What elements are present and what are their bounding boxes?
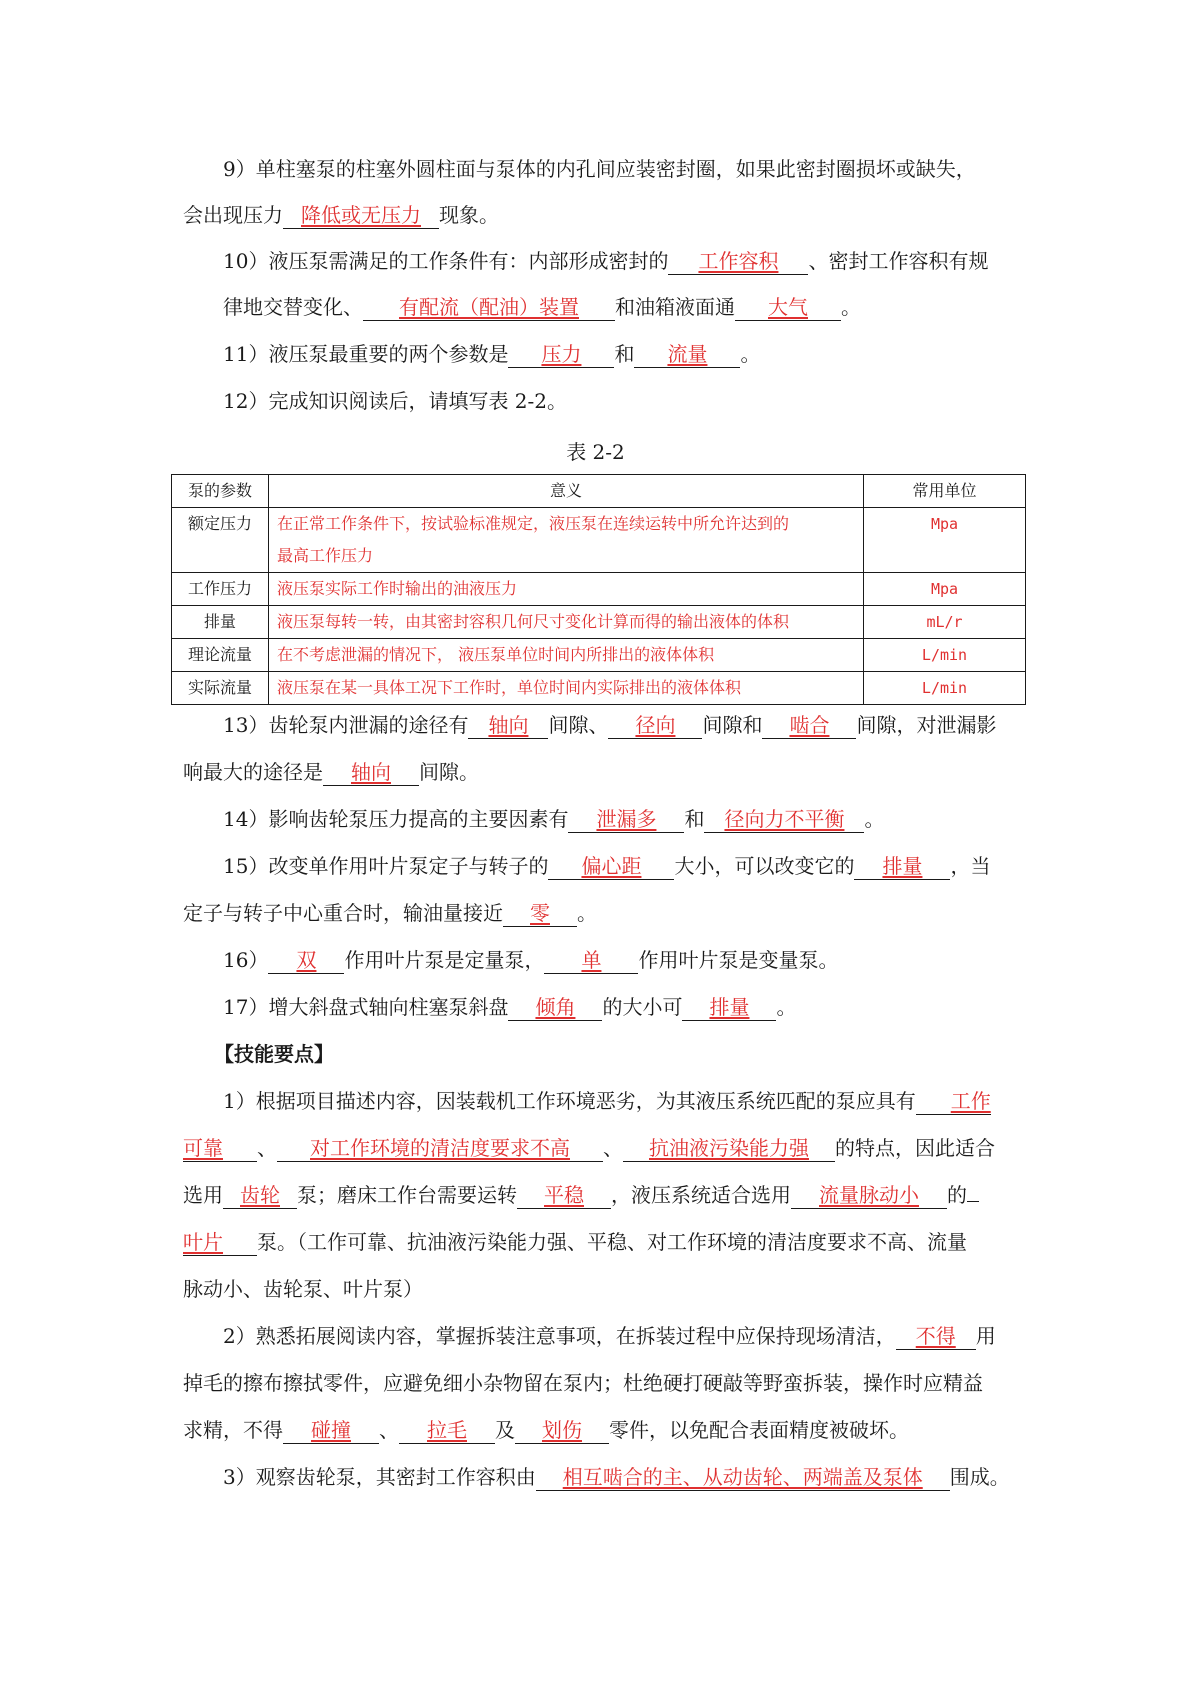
answer-blank: 轴向 — [468, 712, 548, 739]
table-row — [172, 672, 1026, 705]
q9-text: 9）单柱塞泵的柱塞外圆柱面与泵体的内孔间应装密封圈，如果此密封圈损坏或缺失， — [223, 157, 976, 181]
answer-blank: 工作容积 — [668, 248, 808, 275]
s1-text: 选用 — [183, 1183, 223, 1207]
s1-text: 泵。（工作可靠、抗油液污染能力强、平稳、对工作环境的清洁度要求不高、流量 — [257, 1230, 967, 1254]
answer-blank: 流量 — [634, 341, 740, 368]
s3-text: 围成。 — [949, 1465, 1010, 1489]
answer-blank: 偏心距 — [548, 853, 674, 880]
q9-line1 — [223, 154, 1023, 184]
params-table — [171, 474, 1026, 705]
q15-text: 15）改变单作用叶片泵定子与转子的 — [223, 854, 549, 878]
q15-text: 大小，可以改变它的 — [674, 854, 855, 878]
q14-text: 和 — [684, 807, 705, 831]
answer-blank: 双 — [268, 947, 344, 974]
q13-text: 间隙、 — [548, 713, 609, 737]
q13-text: 间隙和 — [702, 713, 763, 737]
param-meaning: 液压泵每转一转，由其密封容积几何尺寸变化计算而得的输出液体的体积 — [269, 606, 864, 639]
answer-blank: 啮合 — [762, 712, 856, 739]
q12-line — [223, 386, 1023, 416]
q15-text: 定子与转子中心重合时，输油量接近 — [183, 901, 503, 925]
s2-text: 用 — [975, 1324, 996, 1348]
q13-line2 — [183, 757, 1023, 787]
q15-text: ，当 — [950, 854, 991, 878]
table-row — [172, 508, 1026, 573]
answer-blank: 流量脉动小 — [791, 1182, 947, 1209]
answer-blank: 不得 — [896, 1323, 976, 1350]
answer-blank: 零 — [503, 900, 577, 927]
answer-blank: 大气 — [735, 294, 841, 321]
s2-text: 求精，不得 — [183, 1418, 283, 1442]
param-meaning: 液压泵在某一具体工况下工作时，单位时间内实际排出的液体体积 — [269, 672, 864, 705]
param-name: 实际流量 — [172, 672, 269, 705]
s1-line4 — [183, 1227, 1023, 1257]
q16-text: 16） — [223, 948, 269, 972]
answer-blank: 可靠 — [183, 1135, 257, 1162]
s2-text: 及 — [495, 1418, 515, 1442]
q17-text: 的大小可 — [602, 995, 683, 1019]
column-header: 意义 — [269, 475, 864, 508]
q17-text: 。 — [776, 995, 797, 1019]
param-unit: mL/r — [864, 606, 1026, 639]
q13-line1 — [223, 710, 1023, 740]
param-unit: L/min — [864, 639, 1026, 672]
s1-text: 1）根据项目描述内容，因装载机工作环境恶劣，为其液压系统匹配的泵应具有 — [223, 1089, 916, 1113]
answer-blank: 径向 — [608, 712, 702, 739]
answer-blank: 齿轮 — [223, 1182, 297, 1209]
section-heading: 【技能要点】 — [214, 1042, 334, 1066]
s2-text: 零件，以免配合表面精度被破坏。 — [609, 1418, 909, 1442]
q14-text: 。 — [864, 807, 885, 831]
table-row — [172, 573, 1026, 606]
q15-line2 — [183, 898, 1023, 928]
answer-blank: 有配流（配油）装置 — [363, 294, 615, 321]
column-header: 常用单位 — [864, 475, 1026, 508]
q16-text: 作用叶片泵是定量泵， — [344, 948, 545, 972]
s2-text: 2）熟悉拓展阅读内容，掌握拆装注意事项，在拆装过程中应保持现场清洁， — [223, 1324, 896, 1348]
answer-blank: 拉毛 — [399, 1417, 495, 1444]
answer-blank: 排量 — [682, 994, 776, 1021]
q14-text: 14）影响齿轮泵压力提高的主要因素有 — [223, 807, 569, 831]
answer-blank: 径向力不平衡 — [704, 806, 864, 833]
answer-blank: 降低或无压力 — [283, 202, 439, 229]
s1-text: 的特点，因此适合 — [835, 1136, 995, 1160]
q9-text: 会出现压力 — [183, 203, 283, 227]
q15-line1 — [223, 851, 1023, 881]
s1-text: 泵；磨床工作台需要运转 — [297, 1183, 517, 1207]
param-name: 理论流量 — [172, 639, 269, 672]
s3-line — [223, 1462, 1023, 1492]
s1-text: 的 — [947, 1183, 967, 1207]
param-meaning: 液压泵实际工作时输出的油液压力 — [269, 573, 864, 606]
q10-text: 。 — [841, 295, 861, 319]
answer-blank: 倾角 — [508, 994, 602, 1021]
q9-text: 现象。 — [439, 203, 499, 227]
param-meaning: 在正常工作条件下，按试验标准规定，液压泵在连续运转中所允许达到的 最高工作压力 — [269, 508, 864, 573]
param-name: 额定压力 — [172, 508, 269, 573]
q14-line — [223, 804, 1023, 834]
s1-text: 脉动小、齿轮泵、叶片泵） — [183, 1277, 423, 1301]
s2-text: 、 — [379, 1418, 399, 1442]
s3-text: 3）观察齿轮泵，其密封工作容积由 — [223, 1465, 536, 1489]
s1-text: ，液压系统适合选用 — [611, 1183, 791, 1207]
q11-text: 11）液压泵最重要的两个参数是 — [223, 342, 509, 366]
answer-blank: 工作 — [916, 1088, 991, 1115]
q11-text: 。 — [740, 342, 761, 366]
q11-line — [223, 339, 1023, 369]
q16-text: 作用叶片泵是变量泵。 — [638, 948, 839, 972]
answer-blank — [967, 1201, 979, 1202]
s2-text: 掉毛的擦布擦拭零件，应避免细小杂物留在泵内；杜绝硬打硬敲等野蛮拆装，操作时应精益 — [183, 1371, 983, 1395]
answer-blank: 单 — [544, 947, 638, 974]
q10-text: 律地交替变化、 — [223, 295, 363, 319]
param-meaning: 在不考虑泄漏的情况下， 液压泵单位时间内所排出的液体体积 — [269, 639, 864, 672]
answer-blank: 叶片 — [183, 1229, 257, 1256]
q13-text: 13）齿轮泵内泄漏的途径有 — [223, 713, 469, 737]
q10-text: 和油箱液面通 — [615, 295, 735, 319]
param-unit: L/min — [864, 672, 1026, 705]
table-caption: 表 2-2 — [566, 440, 625, 464]
answer-blank: 碰撞 — [283, 1417, 379, 1444]
column-header: 泵的参数 — [172, 475, 269, 508]
answer-blank: 泄漏多 — [568, 806, 684, 833]
answer-blank: 排量 — [854, 853, 950, 880]
param-unit: Mpa — [864, 573, 1026, 606]
table-row — [172, 606, 1026, 639]
q13-text: 响最大的途径是 — [183, 760, 323, 784]
s1-text: 、 — [257, 1136, 277, 1160]
param-unit: Mpa — [864, 508, 1026, 573]
q17-text: 17）增大斜盘式轴向柱塞泵斜盘 — [223, 995, 509, 1019]
answer-blank: 轴向 — [323, 759, 419, 786]
q9-line2 — [183, 200, 1023, 230]
table-header-row — [172, 475, 1026, 508]
q10-text: 10）液压泵需满足的工作条件有：内部形成密封的 — [223, 249, 669, 273]
answer-blank: 划伤 — [515, 1417, 609, 1444]
table-row — [172, 639, 1026, 672]
answer-blank: 压力 — [508, 341, 614, 368]
s2-line2 — [183, 1368, 1023, 1398]
answer-blank: 对工作环境的清洁度要求不高 — [277, 1135, 603, 1162]
answer-blank: 平稳 — [517, 1182, 611, 1209]
q13-text: 间隙，对泄漏影 — [856, 713, 997, 737]
s1-text: 、 — [603, 1136, 623, 1160]
param-name: 工作压力 — [172, 573, 269, 606]
answer-blank: 抗油液污染能力强 — [623, 1135, 835, 1162]
answer-blank: 相互啮合的主、从动齿轮、两端盖及泵体 — [536, 1464, 950, 1491]
s2-line1 — [223, 1321, 1023, 1351]
q12-text: 12）完成知识阅读后，请填写表 2-2。 — [223, 389, 568, 413]
q17-line — [223, 992, 1023, 1022]
s1-line1 — [223, 1086, 1023, 1116]
s1-line3 — [183, 1180, 1023, 1210]
s1-line5 — [183, 1274, 1023, 1304]
q15-text: 。 — [577, 901, 597, 925]
s1-line2 — [183, 1133, 1023, 1163]
q13-text: 间隙。 — [419, 760, 479, 784]
q11-text: 和 — [614, 342, 635, 366]
s2-line3 — [183, 1415, 1023, 1445]
q10-line1 — [223, 246, 1023, 276]
q10-line2 — [223, 292, 1023, 322]
param-name: 排量 — [172, 606, 269, 639]
q10-text: 、密封工作容积有规 — [808, 249, 989, 273]
q16-line — [223, 945, 1023, 975]
